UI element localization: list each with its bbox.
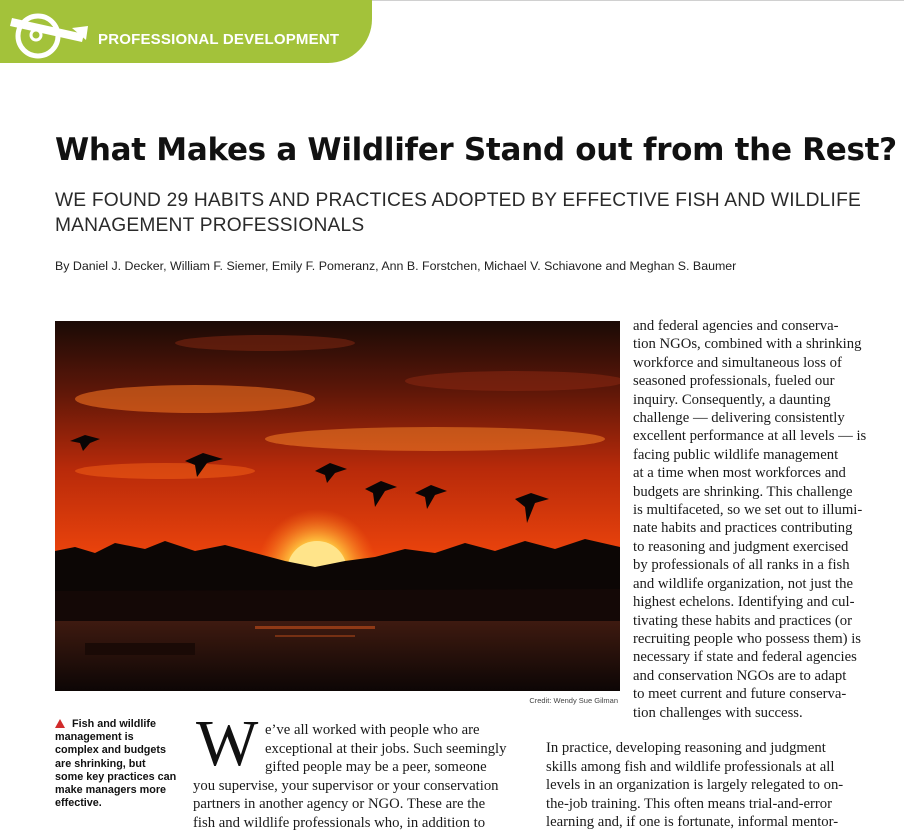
text-line: facing public wildlife management [633,446,879,464]
caption-line: management is [55,731,180,744]
text-line: workforce and simultaneous loss of [633,354,879,372]
text-line: at a time when most workforces and [633,464,879,482]
text-line: learning and, if one is fortunate, informal mentor- [546,813,876,832]
text-line: inquiry. Consequently, a daunting [633,391,879,409]
article-title: What Makes a Wildlifer Stand out from the Rest? [55,128,897,172]
text-line: recruiting people who possess them) is [633,630,879,648]
wildlifer-icon [8,4,90,60]
text-line: to reasoning and judgment exercised [633,538,879,556]
text-line: exceptional at their jobs. Such seemingly [193,740,528,759]
text-line: skills among fish and wildlife professionals at all [546,758,876,777]
far-column-text [546,739,876,832]
text-line: tion challenges with success. [633,704,879,722]
caption-line: Fish and wildlife [72,718,156,730]
text-line: and federal agencies and conserva- [633,317,879,335]
text-line: and wildlife organization, not just the [633,575,879,593]
photo-credit: Credit: Wendy Sue Gilman [460,696,618,705]
text-line: is multifaceted, so we set out to illumi- [633,501,879,519]
text-line: gifted people may be a peer, someone [193,758,528,777]
text-line: to meet current and future conserva- [633,685,879,703]
text-line: challenge — delivering consistently [633,409,879,427]
caption-line: are shrinking, but [55,758,180,771]
caption-line: some key practices can [55,771,180,784]
sunset-geese-photo [55,321,620,691]
article-subtitle: WE FOUND 29 HABITS AND PRACTICES ADOPTED BY EFFECTIVE FISH AND WILDLIFE MANAGEMENT PROFESSIONALS [55,188,885,238]
text-line: partners in another agency or NGO. These are the [193,795,528,814]
caption-triangle-icon [55,719,65,728]
text-line: you supervise, your supervisor or your conservation [193,777,528,796]
caption-line: make managers more [55,784,180,797]
text-line: In practice, developing reasoning and judgment [546,739,876,758]
photo-caption [55,718,180,810]
text-line: tivating these habits and practices (or [633,612,879,630]
drop-cap: W [196,711,258,777]
text-line: and conservation NGOs are to adapt [633,667,879,685]
text-line: fish and wildlife professionals who, in addition to [193,814,528,832]
section-label: PROFESSIONAL DEVELOPMENT [98,31,339,48]
caption-line: complex and budgets [55,744,180,757]
text-line: seasoned professionals, fueled our [633,372,879,390]
text-line: tion NGOs, combined with a shrinking [633,335,879,353]
intro-paragraph [193,721,528,832]
caption-line: effective. [55,797,180,810]
text-line: by professionals of all ranks in a fish [633,556,879,574]
text-line: levels in an organization is largely relegated to on- [546,776,876,795]
text-line: nate habits and practices contributing [633,519,879,537]
text-line: highest echelons. Identifying and cul- [633,593,879,611]
text-line: necessary if state and federal agencies [633,648,879,666]
text-line: excellent performance at all levels — is [633,427,879,445]
byline: By Daniel J. Decker, William F. Siemer, Emily F. Pomeranz, Ann B. Forstchen, Michael V. Schiavone and Meghan S. Baumer [55,259,895,273]
text-line: budgets are shrinking. This challenge [633,483,879,501]
right-column-text [633,317,879,722]
text-line: e’ve all worked with people who are [193,721,528,740]
header-rule [372,0,904,1]
text-line: the-job training. This often means trial-and-error [546,795,876,814]
